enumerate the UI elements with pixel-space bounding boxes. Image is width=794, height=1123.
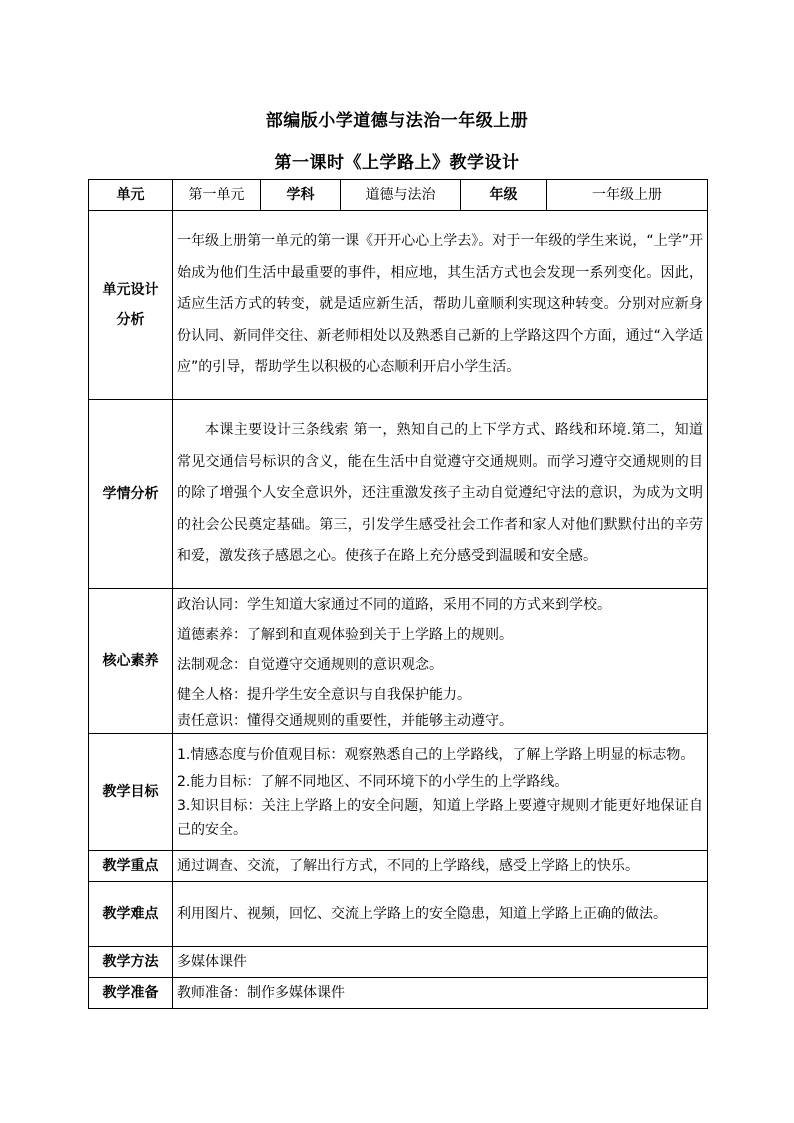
core-literacy-item: 道德素养：了解到和直观体验到关于上学路上的规则。 xyxy=(177,627,513,643)
core-literacy-item: 健全人格：提升学生安全意识与自我保护能力。 xyxy=(177,687,471,703)
unit-value: 第一单元 xyxy=(173,180,261,211)
teaching-goals-label: 教学目标 xyxy=(89,734,173,851)
teaching-goal-item: 2.能力目标：了解不同地区、不同环境下的小学生的上学路线。 xyxy=(177,773,569,790)
unit-analysis-row xyxy=(89,211,708,400)
learner-analysis-row xyxy=(89,400,708,589)
preparation-label: 教学准备 xyxy=(89,978,173,1009)
unit-analysis-text: 一年级上册第一单元的第一课《开开心心上学去》。对于一年级的学生来说，“上学”开始成为他们生活中最重要的事件，相应地，其生活方式也会发现一系列变化。因此，适应生活方式的转变，就是适应新生活，帮助儿童顺利实现这种转变。分别对应新身份认同、新同伴交往、新老师相处以及熟悉自己新的上学路这四个方面，通过“入学适应”的引导，帮助学生以积极的心态顺利开启小学生活。 xyxy=(173,211,708,400)
difficulties-text: 利用图片、视频，回忆、交流上学路上的安全隐患，知道上学路上正确的做法。 xyxy=(173,882,708,947)
methods-label: 教学方法 xyxy=(89,947,173,978)
subject-value: 道德与法治 xyxy=(341,180,461,211)
core-literacy-item: 法制观念：自觉遵守交通规则的意识观念。 xyxy=(177,657,443,673)
difficulties-row xyxy=(89,882,708,947)
methods-row xyxy=(89,947,708,978)
learner-analysis-text: 本课主要设计三条线索 第一，熟知自己的上下学方式、路线和环境.第二，知道常见交通信号标识的含义，能在生活中自觉遵守交通规则。而学习遵守交通规则的目的除了增强个人安全意识外，还注重激发孩子主动自觉遵纪守法的意识，为成为文明的社会公民奠定基础。第三，引发学生感受社会工作者和家人对他们默默付出的辛劳和爱，激发孩子感恩之心。使孩子在路上充分感受到温暖和安全感。 xyxy=(173,400,708,589)
key-points-label: 教学重点 xyxy=(89,851,173,882)
teaching-goal-item: 3.知识目标：关注上学路上的安全问题，知道上学路上要遵守规则才能更好地保证自己的安全。 xyxy=(177,797,703,838)
core-literacy-item: 政治认同：学生知道大家通过不同的道路，采用不同的方式来到学校。 xyxy=(177,597,611,613)
learner-analysis-label: 学情分析 xyxy=(89,400,173,589)
core-literacy-label: 核心素养 xyxy=(89,589,173,734)
difficulties-label: 教学难点 xyxy=(89,882,173,947)
teaching-goal-item: 1.情感态度与价值观目标：观察熟悉自己的上学路线，了解上学路上明显的标志物。 xyxy=(177,746,695,763)
core-literacy-row xyxy=(89,589,708,734)
grade-label: 年级 xyxy=(461,180,547,211)
unit-analysis-label-line2: 分析 xyxy=(116,312,145,328)
document-title: 部编版小学道德与法治一年级上册 xyxy=(265,111,529,131)
header-row xyxy=(89,180,708,211)
unit-analysis-label-line1: 单元设计 xyxy=(102,282,159,298)
subject-label: 学科 xyxy=(261,180,341,211)
preparation-text: 教师准备：制作多媒体课件 xyxy=(173,978,708,1009)
preparation-row xyxy=(89,978,708,1009)
unit-label: 单元 xyxy=(89,180,173,211)
methods-text: 多媒体课件 xyxy=(173,947,708,978)
teaching-goals-row xyxy=(89,734,708,851)
core-literacy-list xyxy=(173,589,708,734)
unit-analysis-label xyxy=(89,211,173,400)
core-literacy-item: 责任意识：懂得交通规则的重要性，并能够主动遵守。 xyxy=(177,713,513,729)
grade-value: 一年级上册 xyxy=(547,180,708,211)
key-points-text: 通过调查、交流，了解出行方式，不同的上学路线，感受上学路上的快乐。 xyxy=(173,851,708,882)
document-subtitle: 第一课时《上学路上》教学设计 xyxy=(274,153,520,173)
key-points-row xyxy=(89,851,708,882)
teaching-goals-list xyxy=(173,734,708,851)
lesson-plan-table xyxy=(88,179,708,1009)
